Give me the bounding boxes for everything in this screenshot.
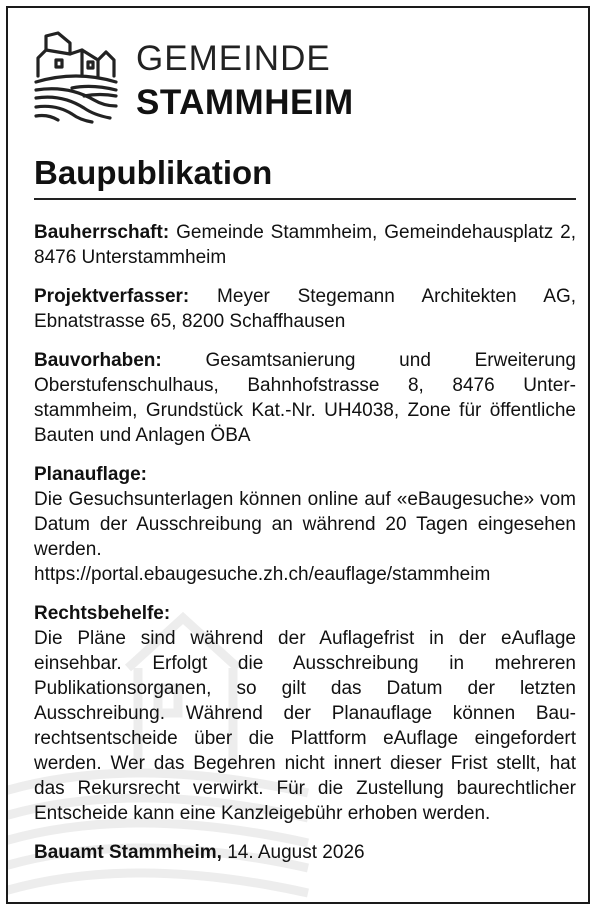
section-bauvorhaben xyxy=(34,348,576,448)
section-projektverfasser xyxy=(34,284,576,334)
section-text: Gemeinde Stammheim, Gemeindehausplatz 2, 8476 Unterstammheim xyxy=(34,222,577,268)
section-text: Gesamtsanierung und Erweiterung Oberstufenschulhaus, Bahnhofstrasse 8, 8476 Unterstammheim, Grundstück Kat.-Nr. UH4038, Zone für öffentliche Bauten und Anlagen ÖBA xyxy=(34,350,576,446)
brand-line-gemeinde: GEMEINDE xyxy=(136,39,331,78)
publication-frame xyxy=(6,6,590,904)
section-planauflage xyxy=(34,462,576,587)
eauflage-link[interactable]: https://portal.ebaugesuche.zh.ch/eauflage/stammheim xyxy=(34,564,491,585)
signature-line xyxy=(34,840,576,865)
brand-line-stammheim: STAMMHEIM xyxy=(136,83,354,122)
section-bauherrschaft xyxy=(34,220,576,270)
title-divider xyxy=(34,198,576,200)
page-title: Baupublikation xyxy=(34,154,273,191)
publication-body xyxy=(34,220,576,879)
municipality-name xyxy=(136,41,354,120)
section-text: Die Gesuchsunterlagen können online auf «eBaugesuche» vom Datum der Ausschreibung an während 20 Tagen eingesehen werden. xyxy=(34,489,576,560)
section-label: Projektverfasser: xyxy=(34,286,190,307)
section-label: Bauvorhaben: xyxy=(34,350,162,371)
section-label: Planauflage: xyxy=(34,464,147,485)
section-label: Rechtsbehelfe: xyxy=(34,603,171,624)
publication-date: 14. August 2026 xyxy=(227,842,365,863)
section-rechtsbehelfe xyxy=(34,601,576,826)
section-text: Meyer Stegemann Architekten AG, Ebnatstrasse 65, 8200 Schaffhausen xyxy=(34,286,576,332)
castle-hills-icon xyxy=(32,30,118,125)
section-label: Bauherrschaft: xyxy=(34,222,170,243)
section-text: Die Pläne sind während der Auflagefrist in der eAuflage einsehbar. Erfolgt die Ausschreibung in mehreren Publikationsorganen, so gilt das Datum der letzten Ausschreibung. Während der Planauflage können Baurechtsentscheide über die Plattform eAuflage eingefordert werden. Wer das Begehren nicht innert dieser Frist stellt, hat das Rekursrecht verwirkt. Für die Zustellung baurechtlicher Entscheide kann eine Kanzleigebühr erhoben werden. xyxy=(34,628,576,824)
office-name: Bauamt Stammheim, xyxy=(34,842,222,863)
